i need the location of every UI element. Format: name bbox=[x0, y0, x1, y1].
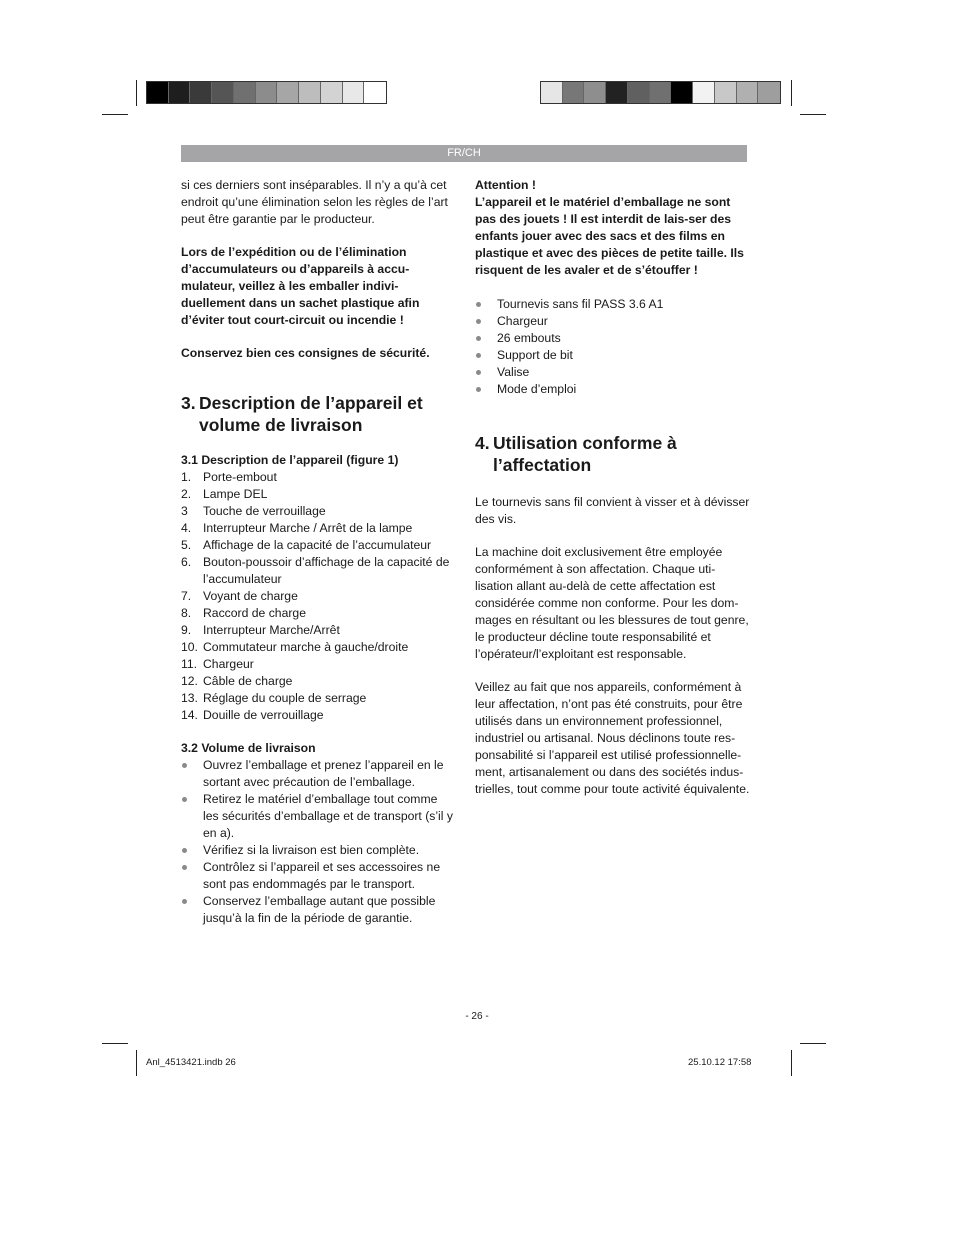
date-slug: 25.10.12 17:58 bbox=[688, 1057, 752, 1068]
item-text: Raccord de charge bbox=[203, 606, 306, 620]
crop-mark bbox=[136, 1050, 137, 1076]
color-swatch bbox=[299, 82, 321, 103]
item-number: 6. bbox=[181, 555, 192, 569]
crop-mark bbox=[791, 1050, 792, 1076]
item-text: Porte-embout bbox=[203, 470, 277, 484]
item-number: 10. bbox=[181, 640, 198, 654]
item-text: Touche de verrouillage bbox=[203, 504, 326, 518]
bullet-icon bbox=[475, 296, 497, 313]
list-item bbox=[181, 757, 456, 791]
color-swatch bbox=[169, 82, 191, 103]
crop-mark bbox=[102, 114, 128, 115]
color-swatch bbox=[758, 82, 780, 103]
battery-warning: Lors de l’expédition ou de l’élimination d’accumulateurs ou d’appareils à accu-mulateur, veillez à les emballer indivi-duellement dans un sachet plastique afin d’éviter tout court-circuit ou incendie ! bbox=[181, 245, 420, 327]
list-item bbox=[181, 469, 456, 486]
item-text: Support de bit bbox=[497, 348, 573, 362]
item-text: Ouvrez l’emballage et prenez l’appareil en le sortant avec précaution de l’emballage. bbox=[203, 758, 444, 789]
bullet-icon bbox=[475, 347, 497, 364]
item-number: 9. bbox=[181, 623, 192, 637]
item-number: 12. bbox=[181, 674, 198, 688]
color-swatch bbox=[693, 82, 715, 103]
color-swatch bbox=[584, 82, 606, 103]
color-swatch bbox=[628, 82, 650, 103]
bullet-icon bbox=[475, 330, 497, 347]
section-title: Utilisation conforme à l’affectation bbox=[493, 433, 677, 475]
item-text: 26 embouts bbox=[497, 331, 561, 345]
list-item bbox=[181, 690, 456, 707]
list-item bbox=[181, 520, 456, 537]
color-swatch bbox=[277, 82, 299, 103]
file-slug: Anl_4513421.indb 26 bbox=[146, 1057, 236, 1068]
list-item bbox=[181, 622, 456, 639]
color-swatch bbox=[190, 82, 212, 103]
item-text: Mode d’emploi bbox=[497, 382, 577, 396]
color-swatch bbox=[715, 82, 737, 103]
crop-mark bbox=[791, 80, 792, 106]
color-swatch bbox=[737, 82, 759, 103]
left-column bbox=[181, 177, 456, 927]
intro-paragraph: si ces derniers sont inséparables. Il n’y a qu’à cet endroit qu’une élimination selon les règles de l’art peut être garantie par le producteur. bbox=[181, 178, 448, 226]
item-text: Douille de verrouillage bbox=[203, 708, 324, 722]
list-item bbox=[475, 364, 750, 381]
item-text: Réglage du couple de serrage bbox=[203, 691, 367, 705]
list-item bbox=[181, 486, 456, 503]
item-text: Bouton-poussoir d’affichage de la capacité de l’accumulateur bbox=[203, 555, 450, 586]
color-swatch bbox=[541, 82, 563, 103]
crop-mark bbox=[800, 114, 826, 115]
color-calibration-bar-right bbox=[540, 81, 781, 104]
item-text: Commutateur marche à gauche/droite bbox=[203, 640, 409, 654]
color-swatch bbox=[671, 82, 693, 103]
section-3-heading bbox=[181, 392, 456, 436]
item-text: Affichage de la capacité de l’accumulateur bbox=[203, 538, 432, 552]
intended-use-paragraph-1: Le tournevis sans fil convient à visser et à dévisser des vis. bbox=[475, 495, 750, 526]
list-item bbox=[181, 707, 456, 724]
subsection-3-2-heading: 3.2 Volume de livraison bbox=[181, 741, 316, 755]
item-text: Interrupteur Marche / Arrêt de la lampe bbox=[203, 521, 413, 535]
bullet-icon bbox=[181, 757, 203, 791]
item-text: Conservez l’emballage autant que possible jusqu’à la fin de la période de garantie. bbox=[203, 894, 436, 925]
crop-mark bbox=[800, 1043, 826, 1044]
list-item bbox=[181, 791, 456, 842]
list-item bbox=[181, 639, 456, 656]
item-text: Retirez le matériel d’emballage tout comme les sécurités d’emballage et de transport (s’il y en a). bbox=[203, 792, 453, 840]
item-number: 13. bbox=[181, 691, 198, 705]
list-item bbox=[181, 503, 456, 520]
color-swatch bbox=[234, 82, 256, 103]
list-item bbox=[181, 605, 456, 622]
item-number: 3 bbox=[181, 504, 188, 518]
bullet-icon bbox=[475, 381, 497, 398]
item-number: 14. bbox=[181, 708, 198, 722]
section-number: 4. bbox=[475, 433, 490, 453]
crop-mark bbox=[136, 80, 137, 106]
item-number: 1. bbox=[181, 470, 192, 484]
unpacking-steps-list bbox=[181, 757, 456, 927]
item-text: Lampe DEL bbox=[203, 487, 268, 501]
crop-mark bbox=[102, 1043, 128, 1044]
section-number: 3. bbox=[181, 393, 196, 413]
bullet-icon bbox=[181, 791, 203, 842]
language-header: FR/CH bbox=[181, 145, 747, 162]
list-item bbox=[181, 893, 456, 927]
list-item bbox=[181, 859, 456, 893]
right-column bbox=[475, 177, 750, 798]
intended-use-paragraph-2: La machine doit exclusivement être employée conformément à son affectation. Chaque uti-lisation allant au-delà de cette affectation est considérée comme non conforme. Pour les dom-mages en résultant ou les blessures de tout genre, le producteur décline toute responsabilité et l’opérateur/l’exploitant est responsable. bbox=[475, 545, 749, 661]
color-swatch bbox=[364, 82, 386, 103]
color-swatch bbox=[256, 82, 278, 103]
list-item bbox=[475, 330, 750, 347]
list-item bbox=[181, 588, 456, 605]
delivery-contents-list bbox=[475, 296, 750, 398]
item-text: Interrupteur Marche/Arrêt bbox=[203, 623, 340, 637]
attention-label: Attention ! bbox=[475, 178, 536, 192]
list-item bbox=[475, 313, 750, 330]
list-item bbox=[181, 673, 456, 690]
color-swatch bbox=[650, 82, 672, 103]
bullet-icon bbox=[181, 859, 203, 893]
parts-list bbox=[181, 469, 456, 724]
keep-instructions: Conservez bien ces consignes de sécurité. bbox=[181, 346, 430, 360]
intended-use-paragraph-3: Veillez au fait que nos appareils, conformément à leur affectation, n’ont pas été construits, pour être utilisés dans un environnement professionnel, industriel ou artisanal. Nous déclinons toute res-ponsabilité si l’appareil est utilisé professionnelle-ment, artisanalement ou dans des sociétés indus-trielles, tout comme pour toute activité équivalente. bbox=[475, 680, 750, 796]
item-text: Chargeur bbox=[203, 657, 254, 671]
color-swatch bbox=[321, 82, 343, 103]
list-item bbox=[475, 296, 750, 313]
item-text: Chargeur bbox=[497, 314, 548, 328]
list-item bbox=[181, 554, 456, 588]
list-item bbox=[181, 537, 456, 554]
list-item bbox=[475, 381, 750, 398]
subsection-3-1-heading: 3.1 Description de l’appareil (figure 1) bbox=[181, 453, 399, 467]
color-swatch bbox=[563, 82, 585, 103]
item-number: 5. bbox=[181, 538, 192, 552]
item-text: Tournevis sans fil PASS 3.6 A1 bbox=[497, 297, 664, 311]
color-swatch bbox=[606, 82, 628, 103]
bullet-icon bbox=[181, 842, 203, 859]
color-swatch bbox=[147, 82, 169, 103]
color-swatch bbox=[212, 82, 234, 103]
item-number: 11. bbox=[181, 657, 198, 671]
list-item bbox=[181, 842, 456, 859]
item-number: 2. bbox=[181, 487, 192, 501]
attention-text: L’appareil et le matériel d’emballage ne sont pas des jouets ! Il est interdit de lais-ser des enfants jouer avec des sacs et des films en plastique et avec des pièces de petite taille. Ils risquent de les avaler et de s’étouffer ! bbox=[475, 195, 744, 277]
item-number: 7. bbox=[181, 589, 192, 603]
item-text: Câble de charge bbox=[203, 674, 293, 688]
color-swatch bbox=[343, 82, 365, 103]
section-title: Description de l’appareil et volume de livraison bbox=[199, 393, 423, 435]
item-text: Voyant de charge bbox=[203, 589, 298, 603]
list-item bbox=[181, 656, 456, 673]
item-text: Contrôlez si l’appareil et ses accessoires ne sont pas endommagés par le transport. bbox=[203, 860, 441, 891]
color-calibration-bar-left bbox=[146, 81, 387, 104]
section-4-heading bbox=[475, 432, 750, 476]
bullet-icon bbox=[475, 313, 497, 330]
bullet-icon bbox=[181, 893, 203, 927]
item-text: Vérifiez si la livraison est bien complète. bbox=[203, 843, 420, 857]
item-text: Valise bbox=[497, 365, 530, 379]
bullet-icon bbox=[475, 364, 497, 381]
list-item bbox=[475, 347, 750, 364]
item-number: 4. bbox=[181, 521, 192, 535]
item-number: 8. bbox=[181, 606, 192, 620]
page-number: - 26 - bbox=[465, 1011, 489, 1022]
